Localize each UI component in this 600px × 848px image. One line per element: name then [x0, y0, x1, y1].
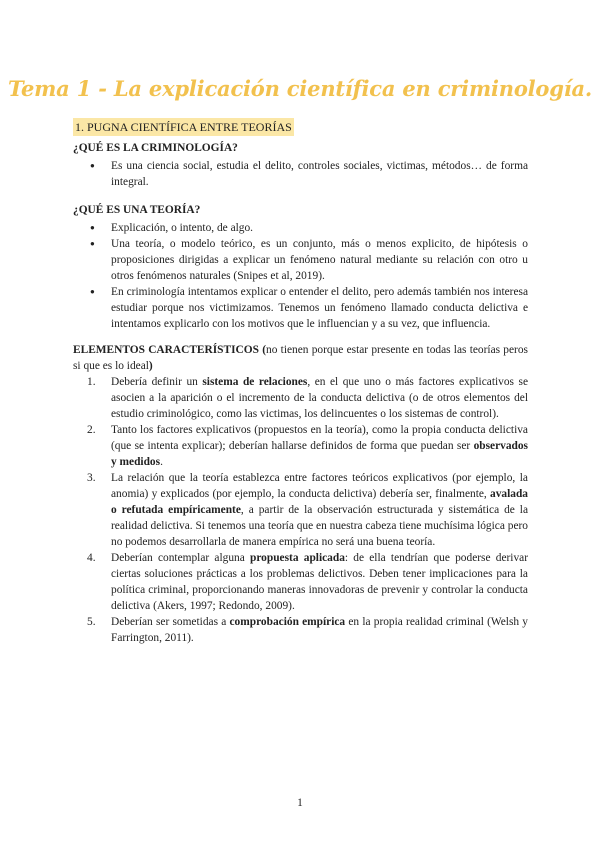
document-title: Tema 1 - La explicación científica en criminología.: [7, 76, 592, 101]
question-heading-criminologia: ¿QUÉ ES LA CRIMINOLOGÍA?: [73, 142, 238, 154]
page-number: 1: [297, 797, 303, 809]
list-item: 5. Deberían ser sometidas a comprobación empírica en la propia realidad criminal (Welsh y Farrington, 2011).: [87, 616, 529, 644]
list-item: 3. La relación que la teoría establezca entre factores teóricos explicativos (por ejemplo, la anomia) y explicados (por ejemplo, la conducta delictiva) debería ser, finalmente, avalada o refutada empíricamente, a partir de la observación estructurada y sistemática de la realidad delictiva. Si tenemos una teoría que en nuestra cabeza tiene muchísima lógica pero no podemos desarrollarla de manera empírica no será una buena teoría.: [87, 472, 529, 548]
elements-intro: ELEMENTOS CARACTERÍSTICOS (no tienen porque estar presente en todas las teorías peros si que es lo ideal): [73, 344, 528, 372]
list-item: 4. Deberían contemplar alguna propuesta aplicada: de ella tendrían que poderse derivar ciertas soluciones prácticas a los problemas delictivos. Deben tener implicaciones para la política criminal, proporcionando maneras innovadoras de prevenir y controlar la conducta delictiva (Akers, 1997; Redondo, 2009).: [87, 552, 528, 612]
bullet-list-criminologia: [87, 158, 528, 190]
document-body: [73, 118, 528, 646]
list-item: 2. Tanto los factores explicativos (propuestos en la teoría), como la propia conducta delictiva (que se intenta explicar); deberían hallarse definidos de forma que puedan ser observados y medidos.: [87, 424, 528, 468]
list-item: ● Una teoría, o modelo teórico, es un conjunto, más o menos explicito, de hipótesis o proposiciones dirigidas a explicar un fenómeno natural mediante su relación con otro u otros fenómenos naturales (Snipes et al, 2019).: [87, 236, 528, 284]
section-heading: 1. PUGNA CIENTÍFICA ENTRE TEORÍAS: [75, 120, 292, 134]
bullet-list-teoria: [87, 220, 528, 332]
elements-heading: ELEMENTOS CARACTERÍSTICOS: [73, 344, 259, 356]
list-item: ● Explicación, o intento, de algo.: [87, 220, 528, 236]
list-item: 1. Debería definir un sistema de relaciones, en el que uno o más factores explicativos se asocien a la aparición o el incremento de la conducta delictiva (o de otros elementos del estudio criminológico, como las victimas, los delincuentes o los sistemas de control).: [87, 376, 528, 420]
list-item: ● En criminología intentamos explicar o entender el delito, pero además también nos interesa estudiar porque nos victimizamos. Tenemos un fenómeno llamado conducta delictiva e intentamos explicarlo con los motivos que le influencian y a su vez, que influencia.: [87, 284, 528, 332]
list-item: ● Es una ciencia social, estudia el delito, controles sociales, victimas, métodos… de forma integral.: [87, 158, 528, 190]
elements-list: [87, 374, 528, 646]
question-heading-teoria: ¿QUÉ ES UNA TEORÍA?: [73, 204, 201, 216]
elements-note: no tienen porque estar presente en todas las teorías peros si que es lo ideal: [73, 344, 528, 372]
